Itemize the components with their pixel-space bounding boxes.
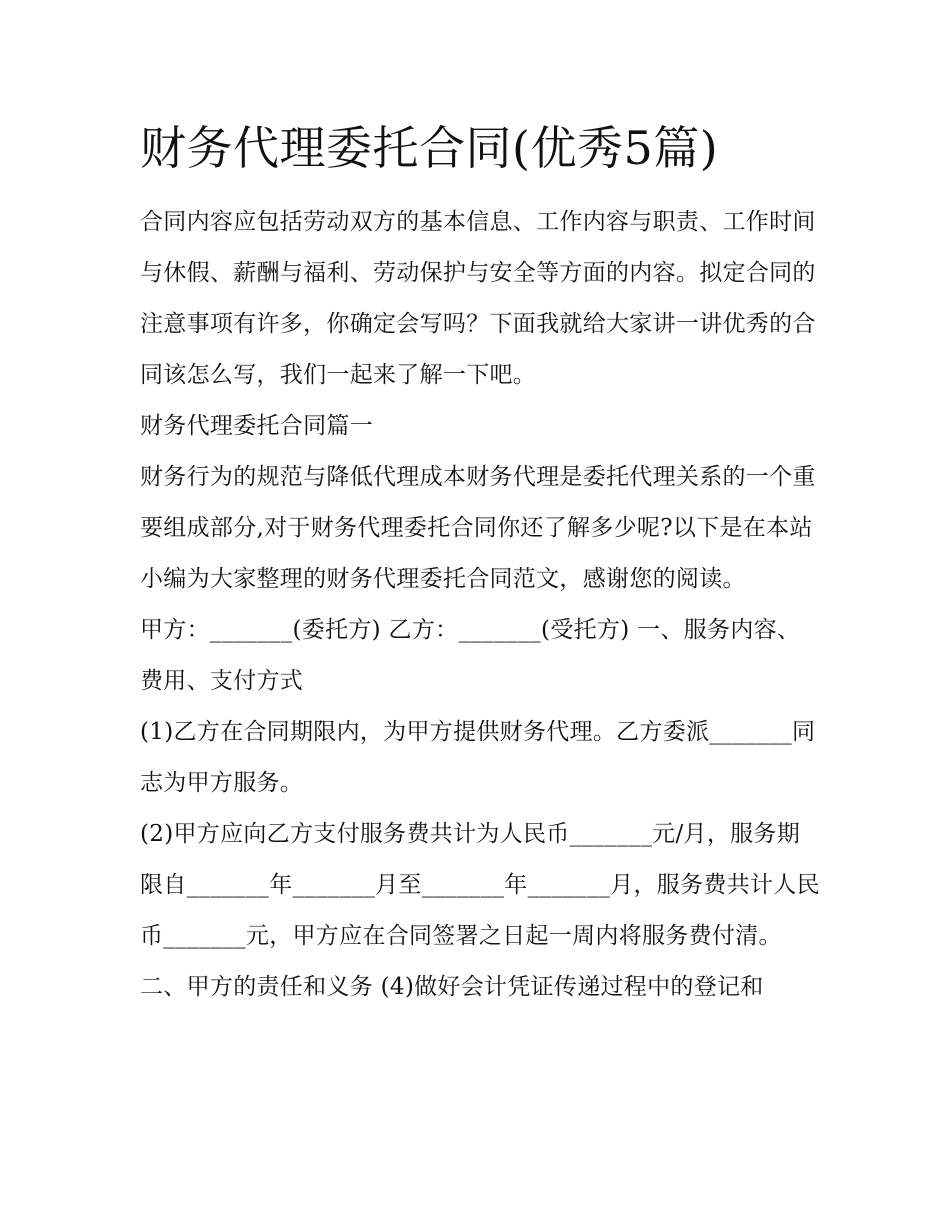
section-heading: 财务代理委托合同篇一	[140, 413, 373, 439]
clause-paragraph: 二、甲方的责任和义务 (4)做好会计凭证传递过程中的登记和	[140, 974, 764, 1000]
clause-paragraph: (1)乙方在合同期限内，为甲方提供财务代理。乙方委派_______同志为甲方服务。	[140, 719, 816, 796]
document-body	[140, 197, 820, 1013]
intro-paragraph: 合同内容应包括劳动双方的基本信息、工作内容与职责、工作时间与休假、薪酬与福利、劳动保护与安全等方面的内容。拟定合同的注意事项有许多，你确定会写吗？下面我就给大家讲一讲优秀的合同该怎么写，我们一起来了解一下吧。	[140, 209, 816, 388]
paragraph: 财务行为的规范与降低代理成本财务代理是委托代理关系的一个重要组成部分,对于财务代理委托合同你还了解多少呢?以下是在本站小编为大家整理的财务代理委托合同范文，感谢您的阅读。	[140, 464, 816, 592]
clause-paragraph: (2)甲方应向乙方支付服务费共计为人民币_______元/月，服务期限自_______年_______月至_______年_______月，服务费共计人民币_______元，甲方应在合同签署之日起一周内将服务费付清。	[140, 821, 820, 949]
document-title: 财务代理委托合同(优秀5篇)	[140, 121, 719, 175]
parties-paragraph: 甲方：_______(委托方) 乙方：_______(受托方) 一、服务内容、费用、支付方式	[140, 617, 801, 694]
